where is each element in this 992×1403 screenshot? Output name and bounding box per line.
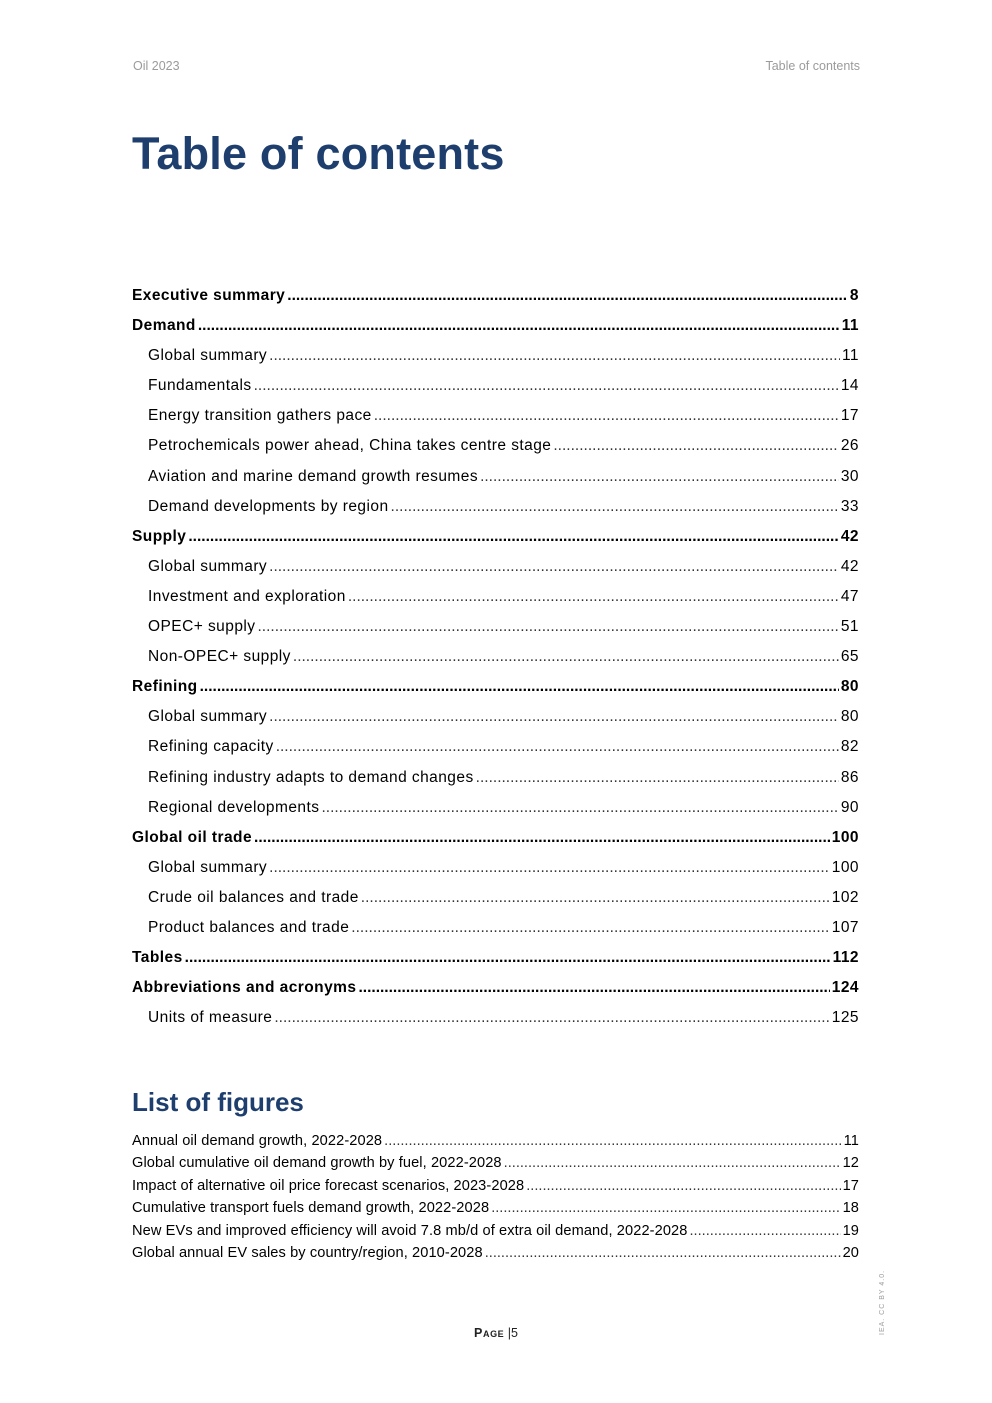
toc-dot-leader bbox=[358, 973, 829, 1003]
toc-entry-label: Refining industry adapts to demand changes bbox=[148, 768, 474, 786]
figure-entry[interactable] bbox=[132, 1197, 859, 1219]
toc-dot-leader bbox=[269, 702, 839, 732]
toc-chapter-entry[interactable] bbox=[132, 281, 859, 311]
toc-section-entry[interactable] bbox=[132, 401, 859, 431]
toc-section-entry[interactable] bbox=[132, 702, 859, 732]
license-watermark: IEA. CC BY 4.0. bbox=[879, 1269, 886, 1335]
toc-entry-label: Units of measure bbox=[148, 1009, 273, 1027]
header-section-title: Table of contents bbox=[765, 59, 860, 73]
toc-section-entry[interactable] bbox=[132, 732, 859, 762]
figure-dot-leader bbox=[384, 1130, 841, 1152]
toc-section-entry[interactable] bbox=[132, 793, 859, 823]
toc-section-entry[interactable] bbox=[132, 913, 859, 943]
toc-entry-label: Global summary bbox=[148, 557, 268, 575]
toc-section-entry[interactable] bbox=[132, 431, 859, 461]
toc-dot-leader bbox=[293, 642, 839, 672]
toc-entry-label: Crude oil balances and trade bbox=[148, 888, 359, 906]
toc-entry-label: Product balances and trade bbox=[148, 918, 350, 936]
toc-entry-page: 124 bbox=[831, 979, 859, 997]
toc-dot-leader bbox=[254, 823, 830, 853]
toc-dot-leader bbox=[553, 431, 838, 461]
toc-entry-page: 8 bbox=[849, 287, 859, 304]
table-of-contents bbox=[132, 281, 859, 1033]
toc-entry-label: Supply bbox=[132, 527, 187, 545]
toc-chapter-entry[interactable] bbox=[132, 311, 859, 341]
toc-dot-leader bbox=[361, 883, 830, 913]
toc-section-entry[interactable] bbox=[132, 853, 859, 883]
toc-entry-label: Petrochemicals power ahead, China takes centre stage bbox=[148, 437, 552, 455]
toc-section-entry[interactable] bbox=[132, 763, 859, 793]
figure-entry-page: 11 bbox=[843, 1133, 859, 1149]
toc-entry-page: 11 bbox=[842, 347, 859, 365]
figure-entry-label: Global cumulative oil demand growth by fuel, 2022-2028 bbox=[132, 1155, 502, 1172]
toc-dot-leader bbox=[258, 612, 839, 642]
figure-entry-page: 20 bbox=[842, 1244, 859, 1261]
toc-entry-page: 33 bbox=[840, 497, 859, 515]
toc-dot-leader bbox=[269, 552, 839, 582]
figure-entry-page: 17 bbox=[842, 1177, 859, 1194]
toc-section-entry[interactable] bbox=[132, 492, 859, 522]
toc-entry-label: Global oil trade bbox=[132, 828, 253, 846]
page-footer bbox=[0, 1326, 992, 1340]
footer-page-number: 5 bbox=[511, 1326, 518, 1340]
toc-dot-leader bbox=[185, 943, 831, 973]
toc-entry-page: 112 bbox=[832, 949, 859, 967]
toc-dot-leader bbox=[391, 492, 839, 522]
toc-section-entry[interactable] bbox=[132, 642, 859, 672]
running-header bbox=[133, 59, 860, 75]
toc-entry-label: Non-OPEC+ supply bbox=[148, 648, 291, 666]
toc-dot-leader bbox=[200, 672, 839, 702]
toc-entry-page: 90 bbox=[840, 798, 859, 816]
toc-dot-leader bbox=[198, 311, 840, 341]
toc-entry-page: 42 bbox=[840, 557, 859, 575]
figure-entry-label: New EVs and improved efficiency will avoid 7.8 mb/d of extra oil demand, 2022-2028 bbox=[132, 1222, 688, 1239]
toc-entry-page: 65 bbox=[840, 648, 859, 666]
figure-entry[interactable] bbox=[132, 1242, 859, 1264]
toc-dot-leader bbox=[348, 582, 839, 612]
toc-entry-page: 100 bbox=[831, 828, 859, 846]
toc-entry-label: Executive summary bbox=[132, 287, 286, 304]
toc-entry-page: 100 bbox=[831, 858, 859, 876]
figure-entry-label: Global annual EV sales by country/region, 2010-2028 bbox=[132, 1244, 483, 1261]
figure-entry-page: 12 bbox=[842, 1155, 859, 1172]
toc-section-entry[interactable] bbox=[132, 582, 859, 612]
toc-entry-page: 102 bbox=[831, 888, 859, 906]
toc-entry-page: 107 bbox=[831, 918, 859, 936]
toc-dot-leader bbox=[287, 281, 848, 311]
toc-entry-label: Refining bbox=[132, 678, 198, 696]
figure-entry-page: 18 bbox=[842, 1200, 859, 1217]
toc-dot-leader bbox=[321, 793, 838, 823]
figure-entry[interactable] bbox=[132, 1220, 859, 1242]
toc-entry-label: Energy transition gathers pace bbox=[148, 407, 372, 425]
figure-dot-leader bbox=[491, 1197, 840, 1219]
toc-dot-leader bbox=[276, 732, 839, 762]
toc-dot-leader bbox=[269, 341, 840, 371]
toc-dot-leader bbox=[351, 913, 830, 943]
toc-entry-page: 14 bbox=[840, 377, 859, 395]
toc-dot-leader bbox=[269, 853, 830, 883]
toc-chapter-entry[interactable] bbox=[132, 823, 859, 853]
toc-dot-leader bbox=[274, 1003, 829, 1033]
toc-entry-label: Investment and exploration bbox=[148, 587, 346, 605]
toc-section-entry[interactable] bbox=[132, 552, 859, 582]
figure-dot-leader bbox=[485, 1242, 841, 1264]
toc-entry-page: 125 bbox=[831, 1009, 859, 1027]
toc-entry-page: 82 bbox=[840, 738, 859, 756]
toc-entry-label: Demand developments by region bbox=[148, 497, 389, 515]
figure-dot-leader bbox=[504, 1152, 841, 1174]
toc-section-entry[interactable] bbox=[132, 612, 859, 642]
toc-entry-label: Abbreviations and acronyms bbox=[132, 979, 357, 997]
list-of-figures-title: List of figures bbox=[132, 1087, 304, 1117]
toc-entry-label: Refining capacity bbox=[148, 738, 274, 756]
toc-dot-leader bbox=[480, 462, 839, 492]
toc-entry-label: Global summary bbox=[148, 858, 268, 876]
footer-separator: | bbox=[507, 1326, 512, 1340]
toc-entry-label: Regional developments bbox=[148, 798, 320, 816]
figure-entry-label: Annual oil demand growth, 2022-2028 bbox=[132, 1133, 383, 1149]
toc-entry-page: 17 bbox=[840, 407, 859, 425]
figure-entry-label: Impact of alternative oil price forecast scenarios, 2023-2028 bbox=[132, 1177, 525, 1194]
toc-entry-label: OPEC+ supply bbox=[148, 618, 256, 636]
toc-chapter-entry[interactable] bbox=[132, 522, 859, 552]
toc-entry-page: 11 bbox=[841, 317, 859, 335]
list-of-figures bbox=[132, 1130, 859, 1264]
toc-chapter-entry[interactable] bbox=[132, 672, 859, 702]
figure-dot-leader bbox=[690, 1220, 841, 1242]
page-title: Table of contents bbox=[132, 128, 505, 179]
toc-section-entry[interactable] bbox=[132, 341, 859, 371]
toc-entry-label: Aviation and marine demand growth resumes bbox=[148, 467, 479, 485]
toc-entry-label: Global summary bbox=[148, 708, 268, 726]
toc-section-entry[interactable] bbox=[132, 462, 859, 492]
toc-dot-leader bbox=[374, 401, 839, 431]
toc-dot-leader bbox=[254, 371, 839, 401]
toc-entry-page: 47 bbox=[840, 587, 859, 605]
toc-entry-page: 80 bbox=[840, 678, 859, 696]
toc-section-entry[interactable] bbox=[132, 371, 859, 401]
figure-entry-label: Cumulative transport fuels demand growth, 2022-2028 bbox=[132, 1200, 490, 1217]
toc-entry-label: Fundamentals bbox=[148, 377, 252, 395]
figure-dot-leader bbox=[526, 1175, 840, 1197]
toc-dot-leader bbox=[476, 763, 839, 793]
figure-entry-page: 19 bbox=[842, 1222, 859, 1239]
header-report-title: Oil 2023 bbox=[133, 59, 180, 73]
figure-entry[interactable] bbox=[132, 1130, 859, 1152]
footer-page-word: Page bbox=[474, 1326, 505, 1340]
toc-entry-page: 51 bbox=[840, 618, 859, 636]
toc-chapter-entry[interactable] bbox=[132, 943, 859, 973]
figure-entry[interactable] bbox=[132, 1152, 859, 1174]
figure-entry[interactable] bbox=[132, 1175, 859, 1197]
toc-entry-label: Global summary bbox=[148, 347, 268, 365]
toc-entry-label: Demand bbox=[132, 317, 196, 335]
toc-entry-label: Tables bbox=[132, 949, 183, 967]
toc-dot-leader bbox=[188, 522, 838, 552]
toc-chapter-entry[interactable] bbox=[132, 973, 859, 1003]
toc-entry-page: 80 bbox=[840, 708, 859, 726]
toc-entry-page: 30 bbox=[840, 467, 859, 485]
toc-section-entry[interactable] bbox=[132, 1003, 859, 1033]
toc-entry-page: 86 bbox=[840, 768, 859, 786]
toc-entry-page: 42 bbox=[840, 527, 859, 545]
toc-entry-page: 26 bbox=[840, 437, 859, 455]
toc-section-entry[interactable] bbox=[132, 883, 859, 913]
